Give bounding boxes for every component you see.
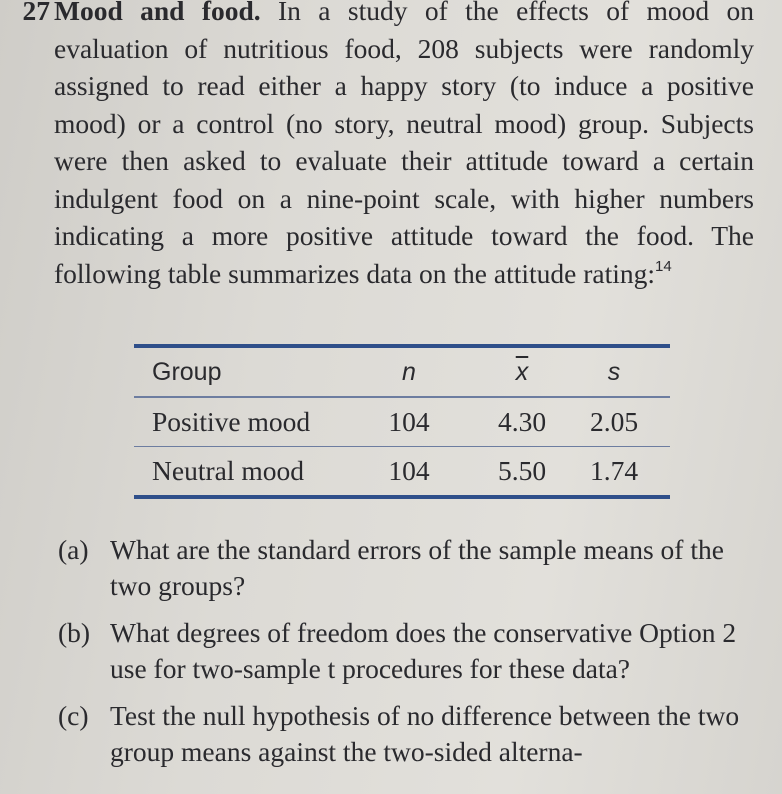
header-group: Group — [152, 358, 222, 386]
problem-number: 27 — [22, 0, 50, 26]
header-n: n — [402, 358, 416, 386]
row-neutral-sd: 1.74 — [589, 455, 639, 486]
table-row — [134, 398, 670, 446]
part-a — [44, 532, 754, 604]
problem-lead: Mood and food. — [54, 0, 261, 26]
row-positive-group: Positive mood — [152, 405, 311, 437]
part-c — [44, 698, 754, 770]
attitude-rating-table — [134, 344, 670, 499]
part-b-label: (b) — [58, 617, 91, 648]
problem-body: In a study of the effects of mood on evaluation of nutritious food, 208 subjects were randomly assigned to read either a happy story (to induce a positive mood) or a control (no story, neutral mood) group. Subjects were then asked to evaluate their attitude toward a certain indulgent food on a nine-point scale, with higher numbers indicating a more positive attitude toward the food. The following table summarizes data on the attitude rating: — [54, 0, 754, 289]
table-header-row — [134, 348, 670, 396]
part-b-text: What degrees of freedom does the conservative Option 2 use for two-sample t procedures for these data? — [110, 617, 737, 684]
part-c-text: Test the null hypothesis of no difference between the two group means against the two-sided alterna- — [110, 700, 740, 767]
part-a-text: What are the standard errors of the sample means of the two groups? — [110, 534, 724, 601]
row-positive-sd: 2.05 — [589, 405, 639, 437]
table-row — [134, 447, 670, 495]
header-s: s — [607, 358, 621, 386]
part-c-label: (c) — [58, 700, 89, 731]
row-neutral-mean: 5.50 — [497, 455, 547, 486]
row-neutral-group: Neutral mood — [152, 455, 304, 486]
row-positive-mean: 4.30 — [497, 405, 547, 437]
row-positive-n: 104 — [388, 405, 430, 437]
header-xbar: $\overline{x}$ — [515, 358, 529, 386]
question-parts — [44, 532, 754, 781]
part-b — [44, 615, 754, 687]
table-bottom-rule — [134, 495, 670, 499]
row-neutral-n: 104 — [388, 455, 430, 486]
part-a-label: (a) — [58, 534, 89, 565]
problem-paragraph — [54, 0, 754, 292]
footnote-ref: 14 — [655, 257, 672, 275]
